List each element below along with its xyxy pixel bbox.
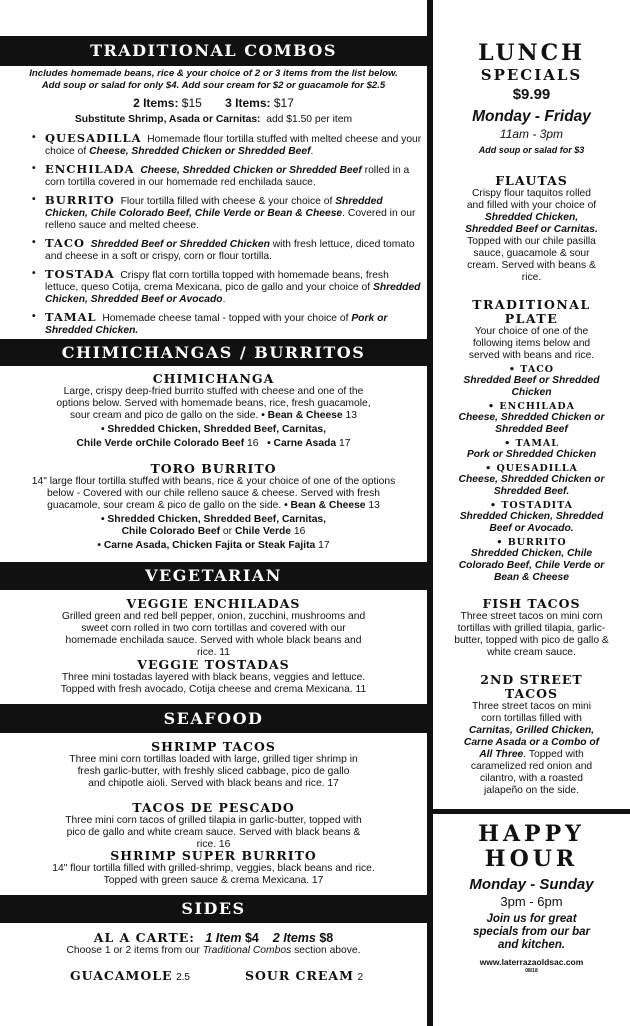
option: Chile Verde orChile Colorado Beef xyxy=(76,438,245,449)
item-desc: rolled in a corn tortilla covered in our homemade red enchilada sauce. xyxy=(45,165,410,188)
guacamole-side xyxy=(70,970,190,984)
happy-desc: Join us for great specials from our bar and kitchen. xyxy=(473,913,590,951)
plate-option xyxy=(455,500,608,535)
option: • Bean & Cheese xyxy=(284,500,366,511)
combo-item xyxy=(32,311,422,337)
item-desc: 14" large flour tortilla stuffed with beans, rice & your choice of one of the options below - Covered with our chile relleno sauce & cheese. Served with fresh guacamole, sour cream & pico de gallo on the side. xyxy=(31,476,396,511)
option-name: • BURRITO xyxy=(496,537,567,548)
option-name: • TACO xyxy=(508,364,555,375)
item-options: Shredded Chicken, Shredded Beef or Carnitas. xyxy=(465,212,598,235)
section-title: TRADITIONAL COMBOS xyxy=(90,41,337,60)
item-options: Pork or Shredded Chicken. xyxy=(45,313,388,336)
item-desc: Large, crispy deep-fried burrito stuffed with cheese and one of the options below. Served with homemade beans, rice, fresh guacamole, sour cream and pico de gallo on the side. xyxy=(56,386,371,421)
lunch-price: $9.99 xyxy=(512,86,551,103)
item-name: VEGGIE ENCHILADAS xyxy=(126,596,301,611)
combo-item xyxy=(32,268,422,306)
option-name: • TOSTADITA xyxy=(489,500,574,511)
one-item-label: 1 Item xyxy=(205,931,242,945)
item-name: TRADITIONAL PLATE xyxy=(472,297,591,326)
veg-item xyxy=(0,658,427,696)
item-name: VEGGIE TOSTADAS xyxy=(137,657,290,672)
item-options: Shredded Chicken, Shredded Beef or Avocado xyxy=(45,282,421,305)
item-options: Carnitas, Grilled Chicken, Carne Asada or a Combo of All Three xyxy=(463,725,600,760)
item-desc: . Topped with caramelized red onion and cilantro, with a roasted jalapeño on the side. xyxy=(470,749,593,796)
plate-option xyxy=(455,463,608,498)
sour-cream-side xyxy=(245,970,363,984)
seafood-item xyxy=(0,801,427,851)
item-desc: Flour tortilla filled with cheese & your choice of xyxy=(120,196,336,207)
price: 2 xyxy=(357,972,364,983)
item-name: TACO xyxy=(45,236,86,250)
option-choices: Cheese, Shredded Chicken or Shredded Beef. xyxy=(458,474,605,497)
menu-date: 08/18 xyxy=(525,968,538,974)
lunch-add-on: Add soup or salad for $3 xyxy=(478,145,585,155)
two-items-label: 2 Items: xyxy=(133,96,179,110)
veg-item xyxy=(0,597,427,659)
item-desc: Homemade cheese tamal - topped with your choice of xyxy=(102,313,352,324)
item-name: TOSTADA xyxy=(45,267,115,281)
seafood-item xyxy=(0,740,427,790)
item-name: CHIMICHANGA xyxy=(152,371,275,386)
sides-header xyxy=(0,895,427,923)
combo-item xyxy=(32,132,422,158)
item-desc: Crispy flat corn tortilla topped with homemade beans, fresh lettuce, queso Cotija, crema Mexicana, pico de gallo and your choice of xyxy=(45,270,389,293)
lunch-title: LUNCH xyxy=(478,40,585,66)
combo-prices xyxy=(0,96,427,110)
section-title: VEGETARIAN xyxy=(145,566,282,585)
option-name: • ENCHILADA xyxy=(488,401,575,412)
item-desc: Grilled green and red bell pepper, onion, zucchini, mushrooms and sweet corn rolled in two corn tortillas and covered with our homemade enchilada sauce. Served with whole black beans and rice. 11 xyxy=(61,611,366,658)
plate-option xyxy=(455,364,608,399)
happy-title: HAPPY xyxy=(478,821,585,847)
item-name: SOUR CREAM xyxy=(245,968,354,983)
item-desc: Your choice of one of the following items below and served with beans and rice. xyxy=(468,326,595,361)
price: 13 xyxy=(368,500,380,511)
option: Chile Colorado Beef xyxy=(121,526,221,537)
price: 16 xyxy=(247,438,259,449)
item-desc: Homemade flour tortilla stuffed with melted cheese and your choice of xyxy=(45,134,422,157)
item-name: BURRITO xyxy=(45,193,115,207)
item-options: Shredded Chicken, Chile Colorado Beef, Chile Verde or Bean & Cheese xyxy=(45,196,383,219)
item-desc: Three mini corn tortillas loaded with large, grilled tiger shrimp in fresh garlic-butter, with freshly sliced cabbage, pico de gallo and chipotle aioli. Served with black beans and rice. 17 xyxy=(69,754,358,789)
happy-hour xyxy=(433,822,630,974)
plate-option xyxy=(455,537,608,584)
item-desc: Crispy flour taquitos rolled and filled with your choice of xyxy=(466,188,597,211)
option-choices: Shredded Beef or Shredded Chicken xyxy=(463,375,600,398)
option-choices: Shredded Chicken, Chile Colorado Beef, Chile Verde or Bean & Cheese xyxy=(458,548,605,583)
website-link[interactable]: www.laterrazaoldsac.com xyxy=(479,957,584,967)
price: $4 xyxy=(244,931,259,945)
option: Chile Verde xyxy=(234,526,292,537)
item-desc: with fresh lettuce, diced tomato and cheese in a soft or crispy, corn or flour tortilla. xyxy=(45,239,415,262)
combo-items-list xyxy=(32,132,422,342)
choose-em: Traditional Combos xyxy=(202,945,292,956)
happy-days: Monday - Sunday xyxy=(469,876,594,893)
two-items-price: $15 xyxy=(181,96,202,110)
substitute-price: add $1.50 per item xyxy=(266,114,353,125)
item-name: SHRIMP SUPER BURRITO xyxy=(110,848,317,863)
item-desc: Three street tacos on mini corn tortillas with grilled tilapia, garlic-butter, topped with pico de gallo & white cream sauce. xyxy=(454,611,609,658)
option-choices: Pork or Shredded Chicken xyxy=(466,449,597,460)
price: 13 xyxy=(345,410,357,421)
lunch-specials xyxy=(433,40,630,156)
toro-burrito-item xyxy=(0,462,427,552)
price: 2.5 xyxy=(176,972,190,983)
al-a-carte xyxy=(0,931,427,957)
plate-option xyxy=(455,438,608,461)
flautas-item xyxy=(433,174,630,284)
option: • Shredded Chicken, Shredded Beef, Carnitas, xyxy=(100,424,327,435)
seafood-header xyxy=(0,704,427,733)
combos-intro xyxy=(0,68,427,126)
lunch-title: SPECIALS xyxy=(480,66,583,84)
happy-title: HOUR xyxy=(484,846,579,872)
item-desc: . Covered in our relleno sauce and melted cheese. xyxy=(45,208,416,231)
three-items-price: $17 xyxy=(273,96,294,110)
item-name: TORO BURRITO xyxy=(150,461,277,476)
option: • Carne Asada, Chicken Fajita or Steak Fajita xyxy=(97,540,316,551)
choose-text: Choose 1 or 2 items from our xyxy=(66,945,203,956)
item-name: GUACAMOLE xyxy=(70,968,173,983)
chimichanga-item xyxy=(0,372,427,450)
price: 17 xyxy=(339,438,351,449)
item-desc: 14" flour tortilla filled with grilled-shrimp, veggies, black beans and rice. Topped with green sauce & crema Mexicana. 17 xyxy=(52,863,375,886)
traditional-combos-header xyxy=(0,36,427,66)
price: 16 xyxy=(293,526,306,537)
item-name: ENCHILADA xyxy=(45,162,135,176)
item-name: TACOS DE PESCADO xyxy=(132,800,295,815)
item-name: TAMAL xyxy=(45,310,97,324)
intro-line: Includes homemade beans, rice & your choice of 2 or 3 items from the list below. xyxy=(29,68,398,79)
two-items-label: 2 Items xyxy=(272,931,316,945)
item-desc: . xyxy=(310,146,314,157)
item-options: Shredded Beef or Shredded Chicken xyxy=(90,239,270,250)
traditional-plate xyxy=(433,298,630,584)
plate-options xyxy=(455,364,608,584)
section-divider xyxy=(433,809,630,814)
or-text: or xyxy=(222,526,233,537)
lunch-days: Monday - Friday xyxy=(472,108,591,125)
vegetarian-header xyxy=(0,562,427,590)
section-title: SEAFOOD xyxy=(163,708,264,728)
item-name: QUESADILLA xyxy=(45,131,142,145)
seafood-item xyxy=(0,849,427,887)
lunch-hours: 11am - 3pm xyxy=(499,127,564,141)
option: • Carne Asada xyxy=(267,438,337,449)
combo-item xyxy=(32,237,422,263)
item-options: Cheese, Shredded Chicken or Shredded Beef xyxy=(89,146,311,157)
option-choices: Shredded Chicken, Shredded Beef or Avocado. xyxy=(459,511,604,534)
substitute-label: Substitute Shrimp, Asada or Carnitas: xyxy=(74,114,261,125)
option-name: • TAMAL xyxy=(504,438,559,449)
section-title: CHIMICHANGAS / BURRITOS xyxy=(61,342,366,362)
price: $8 xyxy=(319,931,334,945)
item-name: SHRIMP TACOS xyxy=(151,739,276,754)
option-choices: Cheese, Shredded Chicken or Shredded Beef xyxy=(458,412,605,435)
item-desc: Topped with our chile pasilla sauce, guacamole & sour cream. Served with beans & rice. xyxy=(467,236,596,283)
three-items-label: 3 Items: xyxy=(225,96,271,110)
substitute-line xyxy=(0,114,427,126)
price: 17 xyxy=(318,540,330,551)
item-desc: . xyxy=(222,294,226,305)
plate-option xyxy=(455,401,608,436)
item-desc: Three street tacos on mini corn tortillas filled with xyxy=(471,701,592,724)
al-a-carte-label: AL A CARTE: xyxy=(93,930,195,945)
item-name: 2ND STREET TACOS xyxy=(480,672,583,701)
item-name: FLAUTAS xyxy=(495,173,568,188)
option-name: • QUESADILLA xyxy=(485,463,578,474)
option: • Bean & Cheese xyxy=(261,410,343,421)
happy-hours: 3pm - 6pm xyxy=(500,894,563,909)
item-desc: Three mini corn tacos of grilled tilapia in garlic-butter, topped with pico de gallo and white cream sauce. Served with black beans & rice. 16 xyxy=(65,815,362,850)
street-tacos-item xyxy=(433,673,630,797)
combo-item xyxy=(32,194,422,232)
option: • Shredded Chicken, Shredded Beef, Carnitas, xyxy=(100,514,327,525)
choose-text: section above. xyxy=(291,945,361,956)
combo-item xyxy=(32,163,422,189)
item-options: Cheese, Shredded Chicken or Shredded Beef xyxy=(140,165,362,176)
item-desc: Three mini tostadas layered with black beans, veggies and lettuce. Topped with fresh avocado, Cotija cheese and crema Mexicana. 11 xyxy=(60,672,367,695)
item-name: FISH TACOS xyxy=(482,596,581,611)
fish-tacos-item xyxy=(433,597,630,659)
section-title: SIDES xyxy=(181,899,246,918)
chimichangas-header xyxy=(0,339,427,366)
intro-line: Add soup or salad for only $4. Add sour cream for $2 or guacamole for $2.5 xyxy=(41,80,386,91)
